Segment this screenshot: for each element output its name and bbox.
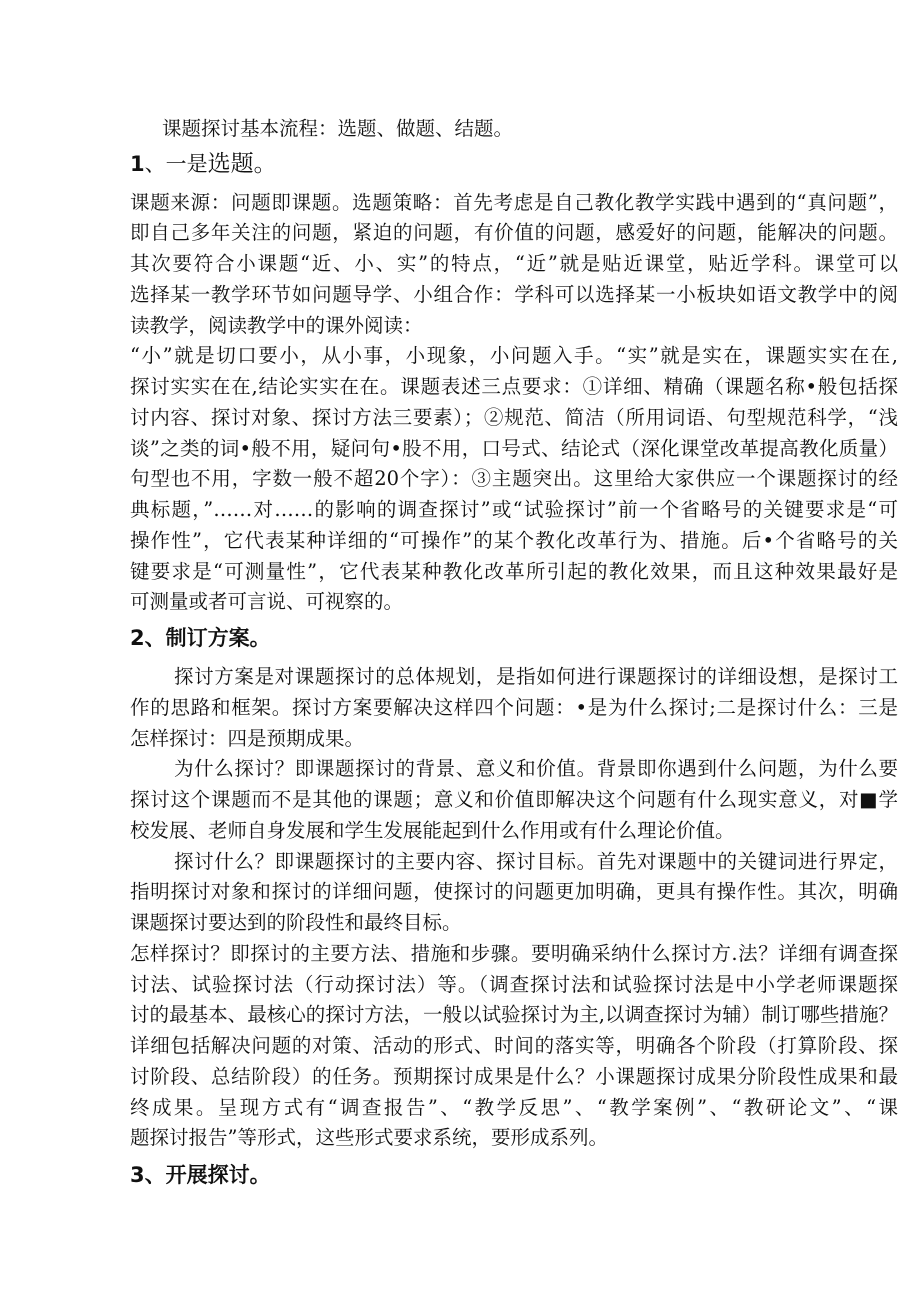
section-2-line: 指明探讨对象和探讨的详细问题，使探讨的问题更加明确，更具有操作性。其次，明确 [130, 880, 898, 903]
section-1-line: 即自己多年关注的问题，紧迫的问题，有价值的问题，感爱好的问题，能解决的问题。 [130, 221, 898, 244]
section-1-number: 1 [130, 152, 145, 176]
section-3-number: 3 [130, 1163, 145, 1187]
section-2-line: 讨的最基本、最核心的探讨方法，一般以试验探讨为主,以调查探讨为辅）制订哪些措施？ [130, 1003, 898, 1026]
section-1-line: 谈”之类的词•般不用，疑问句•股不用，口号式、结论式（深化课堂改革提高教化质量） [130, 437, 898, 460]
section-1-line: 探讨实实在在,结论实实在在。课题表述三点要求：①详细、精确（课题名称•般包括探 [130, 375, 898, 398]
section-2-line: 怎样探讨？即探讨的主要方法、措施和步骤。要明确采纳什么探讨方.法？详细有调查探 [130, 942, 898, 965]
section-2-line: 探讨方案是对课题探讨的总体规划，是指如何进行课题探讨的详细设想，是探讨工 [174, 665, 898, 688]
section-2-line: 终成果。呈现方式有“调查报告”、“教学反思”、“教学案例”、“教研论文”、“课 [130, 1096, 898, 1119]
section-1-line: 讨内容、探讨对象、探讨方法三要素）；②规范、简洁（所用词语、句型规范科学，“浅 [130, 406, 898, 429]
section-1-line: 其次要符合小课题“近、小、实”的特点，“近”就是贴近课堂，贴近学科。课堂可以 [130, 252, 898, 275]
section-1-line: 课题来源：问题即课题。选题策略：首先考虑是自己教化教学实践中遇到的“真问题”， [130, 191, 898, 214]
section-2-line: 为什么探讨？即课题探讨的背景、意义和价值。背景即你遇到什么问题，为什么要 [174, 757, 898, 780]
section-2-number: 2 [130, 626, 145, 650]
section-2-line: 讨法、试验探讨法（行动探讨法）等。（调查探讨法和试验探讨法是中小学老师课题探 [130, 973, 898, 996]
section-1-line: 读教学，阅读教学中的课外阅读： [130, 314, 423, 337]
section-1-line: 句型也不用，字数一般不超20个字）：③主题突出。这里给大家供应一个课题探讨的经 [130, 467, 898, 490]
section-2-line: 探讨这个课题而不是其他的课题；意义和价值即解决这个问题有什么现实意义，对■学 [130, 788, 898, 811]
section-2-line: 探讨什么？即课题探讨的主要内容、探讨目标。首先对课题中的关键词进行界定， [174, 850, 898, 873]
section-2-line: 课题探讨要达到的阶段性和最终目标。 [130, 911, 462, 934]
section-1-line: 操作性”，它代表某种详细的“可操作”的某个教化改革行为、措施。后•个省略号的关 [130, 529, 898, 552]
section-2-heading [130, 622, 271, 654]
section-2-title: 、制订方案。 [144, 626, 271, 650]
section-2-line: 校发展、老师自身发展和学生发展能起到什么作用或有什么理论价值。 [130, 819, 735, 842]
section-1-line: 键要求是“可测量性”，它代表某种教化改革所引起的教化效果，而且这种效果最好是 [130, 560, 898, 583]
section-1-title: 选题。 [207, 151, 277, 177]
section-1-heading [130, 148, 277, 180]
section-2-line: 题探讨报告”等形式，这些形式要求系统，要形成系列。 [130, 1126, 608, 1149]
section-2-line: 作的思路和框架。探讨方案要解决这样四个问题：•是为什么探讨;二是探讨什么：三是 [130, 696, 898, 719]
section-2-line: 详细包括解决问题的对策、活动的形式、时间的落实等，明确各个阶段（打算阶段、探 [130, 1034, 898, 1057]
section-3-heading [130, 1159, 271, 1191]
section-1-line: 可测量或者可言说、可视察的。 [130, 590, 404, 613]
section-1-separator: 、一是 [144, 152, 208, 176]
section-1-line: 典标题，”……对……的影响的调查探讨”或“试验探讨”前一个省略号的关键要求是“可 [130, 498, 898, 521]
section-1-line: “小”就是切口要小，从小事，小现象，小问题入手。“实”就是实在，课题实实在在, [130, 344, 898, 367]
section-2-line: 怎样探讨：四是预期成果。 [130, 727, 365, 750]
section-3-title: 、开展探讨。 [144, 1163, 271, 1187]
section-2-line: 讨阶段、总结阶段）的任务。预期探讨成果是什么？小课题探讨成果分阶段性成果和最 [130, 1065, 898, 1088]
intro-text: 课题探讨基本流程：选题、做题、结题。 [162, 117, 514, 140]
section-1-line: 选择某一教学环节如问题导学、小组合作：学科可以选择某一小板块如语文教学中的阅 [130, 283, 898, 306]
